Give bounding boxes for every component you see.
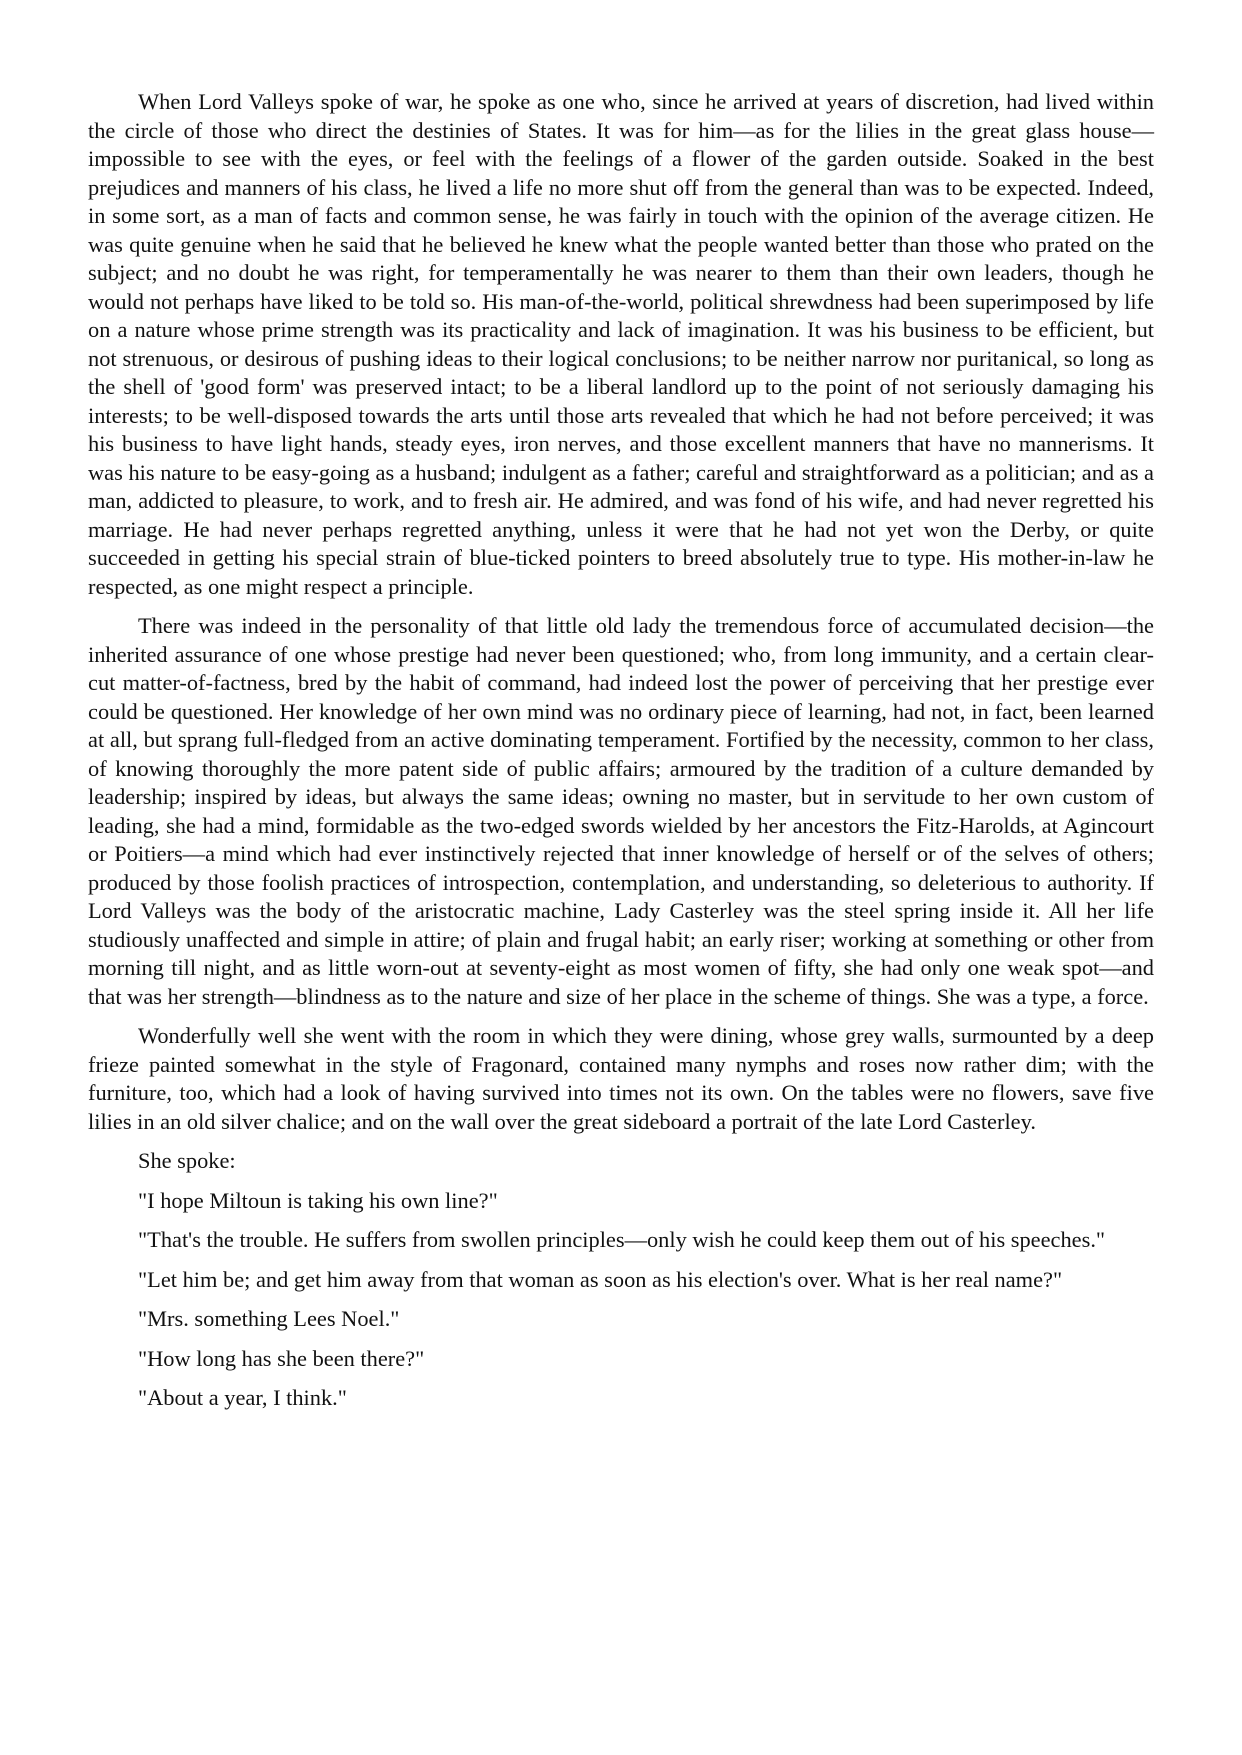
dialogue-line: "How long has she been there?" [138,1345,425,1371]
paragraph-she-spoke: She spoke: [138,1148,236,1173]
dialogue-line: "About a year, I think." [138,1385,347,1410]
dialogue-line: "Let him be; and get him away from that woman as soon as his election's over. What is her real name?" [138,1266,1063,1292]
paragraph-lord-valleys: When Lord Valleys spoke of war, he spoke as one who, since he arrived at years of discretion, had lived within the circle of those who direct the destinies of States. It was for him—as for the lilies in the great glass house—impossible to see with the eyes, or feel with the feelings of a flower of the garden outside. Soaked in the best prejudices and manners of his class, he lived a life no more shut off from the general than was to be expected. Indeed, in some sort, as a man of facts and common sense, he was fairly in touch with the opinion of the average citizen. He was quite genuine when he said that he believed he knew what the people wanted better than those who prated on the subject; and no doubt he was right, for temperamentally he was nearer to them than their own leaders, though he would not perhaps have liked to be told so. His man-of-the-world, political shrewdness had been superimposed by life on a nature whose prime strength was its practicality and lack of imagination. It was his business to be efficient, but not strenuous, or desirous of pushing ideas to their logical conclusions; to be neither narrow nor puritanical, so long as the shell of 'good form' was preserved intact; to be a liberal landlord up to the point of not seriously damaging his interests; to be well-disposed towards the arts until those arts revealed that which he had not before perceived; it was his business to have light hands, steady eyes, iron nerves, and those excellent manners that have no mannerisms. It was his nature to be easy-going as a husband; indulgent as a father; careful and straightforward as a politician; and as a man, addicted to pleasure, to work, and to fresh air. He admired, and was fond of his wife, and had never regretted his marriage. He had never perhaps regretted anything, unless it were that he had not yet won the Derby, or quite succeeded in getting his special strain of blue-ticked pointers to breed absolutely true to type. His mother-in-law he respected, as one might respect a principle. [88,89,1154,599]
dialogue-line: "That's the trouble. He suffers from swollen principles—only wish he could keep them out of his speeches." [138,1227,1106,1252]
dialogue-line: "Mrs. something Lees Noel." [138,1306,400,1331]
paragraph-dining-room: Wonderfully well she went with the room in which they were dining, whose grey walls, surmounted by a deep frieze painted somewhat in the style of Fragonard, contained many nymphs and roses now rather dim; with the furniture, too, which had a look of having survived into times not its own. On the tables were no flowers, save five lilies in an old silver chalice; and on the wall over the great sideboard a portrait of the late Lord Casterley. [88,1023,1154,1134]
dialogue-line: "I hope Miltoun is taking his own line?" [138,1187,498,1213]
paragraph-lady-casterley: There was indeed in the personality of that little old lady the tremendous force of accumulated decision—the inherited assurance of one whose prestige had never been questioned; who, from long immunity, and a certain clear-cut matter-of-factness, bred by the habit of command, had indeed lost the power of perceiving that her prestige ever could be questioned. Her knowledge of her own mind was no ordinary piece of learning, had not, in fact, been learned at all, but sprang full-fledged from an active dominating temperament. Fortified by the necessity, common to her class, of knowing thoroughly the more patent side of public affairs; armoured by the tradition of a culture demanded by leadership; inspired by ideas, but always the same ideas; owning no master, but in servitude to her own custom of leading, she had a mind, formidable as the two-edged swords wielded by her ancestors the Fitz-Harolds, at Agincourt or Poitiers—a mind which had ever instinctively rejected that inner knowledge of herself or of the selves of others; produced by those foolish practices of introspection, contemplation, and understanding, so deleterious to authority. If Lord Valleys was the body of the aristocratic machine, Lady Casterley was the steel spring inside it. All her life studiously unaffected and simple in attire; of plain and frugal habit; an early riser; working at something or other from morning till night, and as little worn-out at seventy-eight as most women of fifty, she had only one weak spot—and that was her strength—blindness as to the nature and size of her place in the scheme of things. She was a type, a force. [88,613,1154,1009]
document-page [88,88,1154,1424]
